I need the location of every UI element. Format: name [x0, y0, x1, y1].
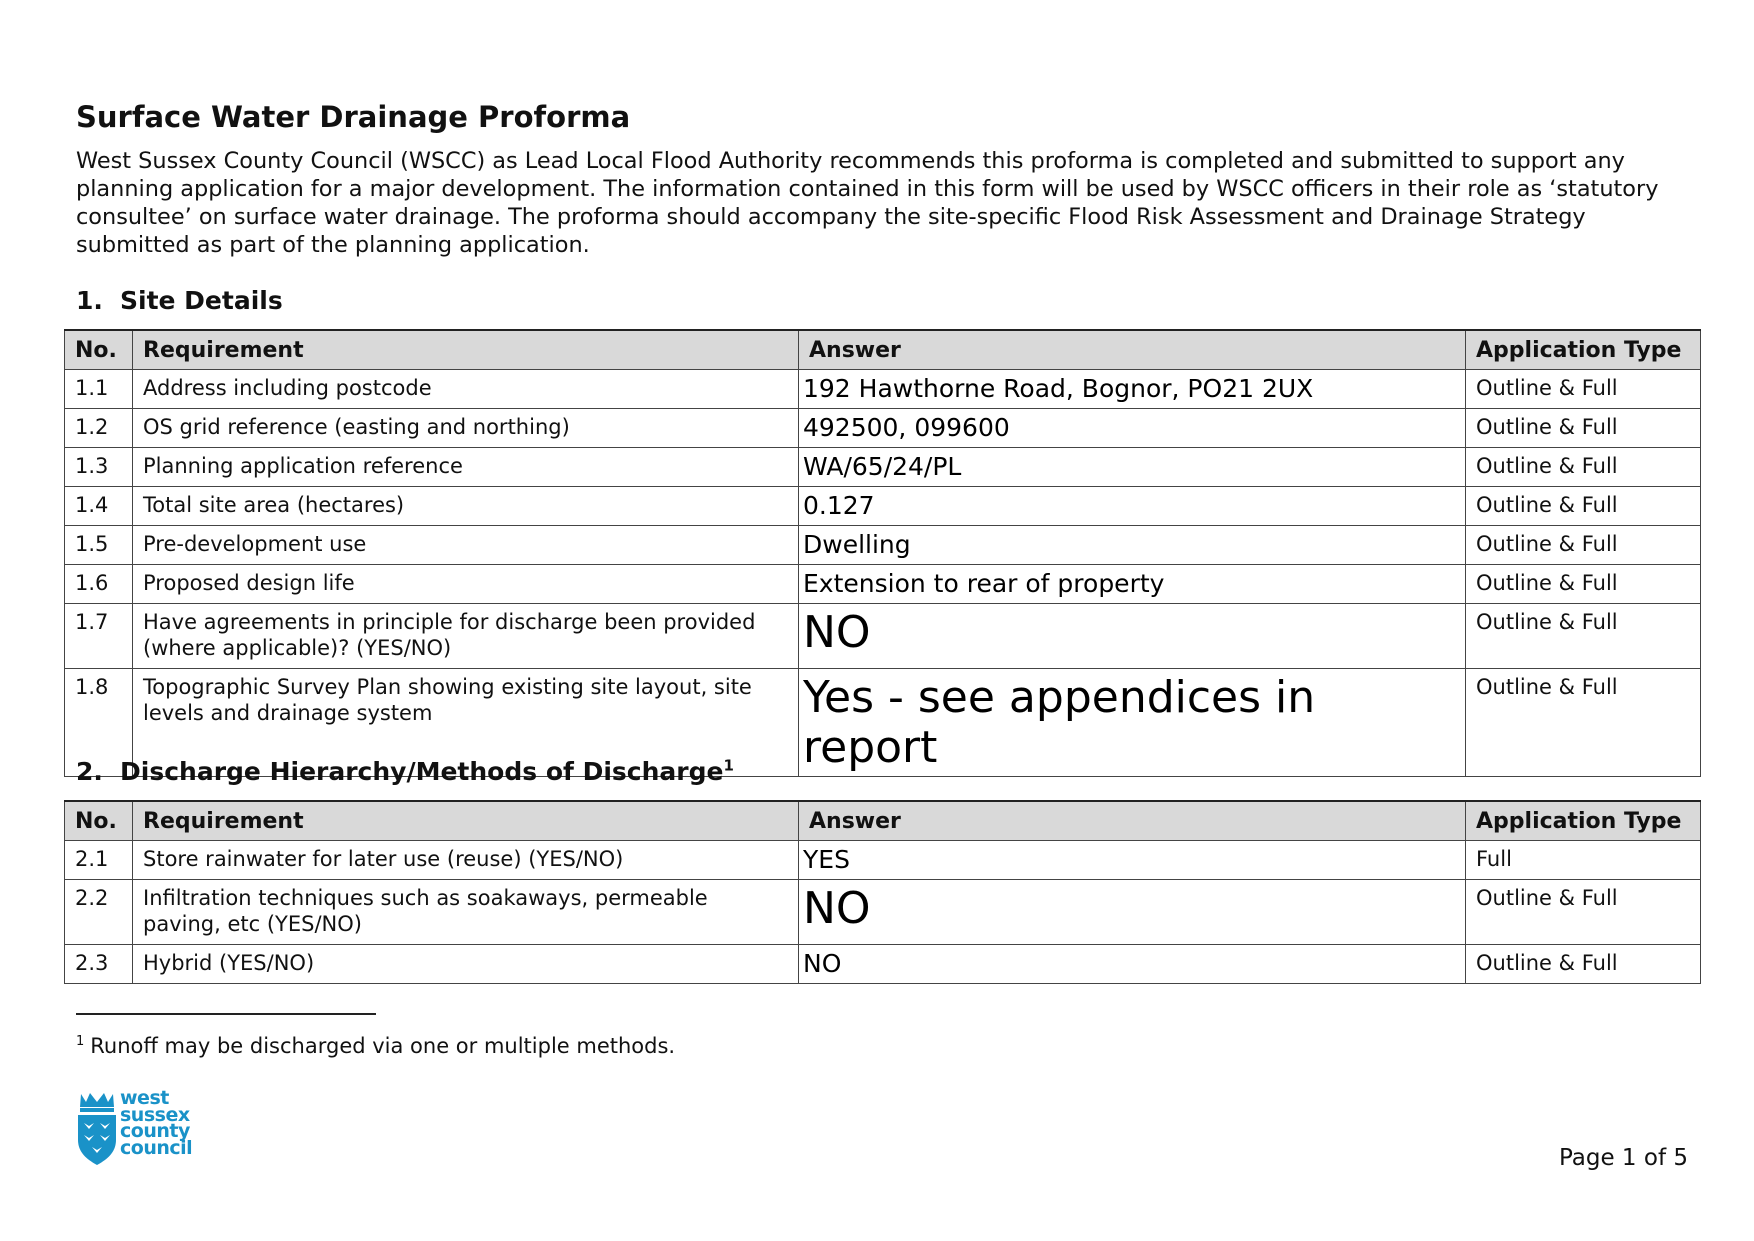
row-number: 2.1 — [65, 841, 133, 880]
row-application-type: Outline & Full — [1466, 604, 1701, 669]
logo-line: sussex — [120, 1103, 190, 1126]
answer-field[interactable]: Extension to rear of property — [799, 565, 1466, 604]
column-header-no: No. — [65, 330, 133, 370]
section-number: 2. — [76, 757, 103, 786]
row-requirement: Total site area (hectares) — [133, 487, 799, 526]
row-requirement: Pre-development use — [133, 526, 799, 565]
logo-line: county — [120, 1120, 190, 1142]
column-header-no: No. — [65, 801, 133, 841]
page-title: Surface Water Drainage Proforma — [76, 100, 631, 134]
column-header-application-type: Application Type — [1466, 330, 1701, 370]
answer-field[interactable]: WA/65/24/PL — [799, 448, 1466, 487]
footnote-reference[interactable]: 1 — [723, 756, 734, 775]
table-row — [65, 526, 1701, 565]
table-row — [65, 841, 1701, 880]
table-row — [65, 604, 1701, 669]
row-application-type: Full — [1466, 841, 1701, 880]
answer-field[interactable]: Dwelling — [799, 526, 1466, 565]
row-requirement: Have agreements in principle for discharge been provided (where applicable)? (YES/NO) — [133, 604, 799, 669]
logo-line: council — [120, 1136, 193, 1159]
table-row — [65, 409, 1701, 448]
section-heading-discharge-hierarchy — [76, 757, 734, 786]
row-application-type: Outline & Full — [1466, 487, 1701, 526]
row-number: 1.1 — [65, 370, 133, 409]
row-application-type: Outline & Full — [1466, 945, 1701, 984]
column-header-requirement: Requirement — [133, 801, 799, 841]
answer-field[interactable]: 192 Hawthorne Road, Bognor, PO21 2UX — [799, 370, 1466, 409]
table-row — [65, 487, 1701, 526]
row-application-type: Outline & Full — [1466, 669, 1701, 777]
row-number: 1.2 — [65, 409, 133, 448]
section-heading-site-details — [76, 286, 283, 315]
answer-field[interactable]: 0.127 — [799, 487, 1466, 526]
logo-wordmark — [120, 1087, 193, 1159]
row-application-type: Outline & Full — [1466, 448, 1701, 487]
row-number: 2.2 — [65, 880, 133, 945]
column-header-answer: Answer — [799, 330, 1466, 370]
section-title: Discharge Hierarchy/Methods of Discharge — [120, 757, 724, 786]
intro-paragraph: West Sussex County Council (WSCC) as Lead Local Flood Authority recommends this proforma is completed and submitted to support any planning application for a major development. The information contained in this form will be used by WSCC officers in their role as ‘statutory consultee’ on surface water drainage. The proforma should accompany the site-specific Flood Risk Assessment and Drainage Strategy submitted as part of the planning application. — [76, 148, 1659, 258]
row-requirement: Address including postcode — [133, 370, 799, 409]
column-header-requirement: Requirement — [133, 330, 799, 370]
column-header-answer: Answer — [799, 801, 1466, 841]
row-application-type: Outline & Full — [1466, 370, 1701, 409]
logo-line: west — [120, 1087, 169, 1109]
row-application-type: Outline & Full — [1466, 409, 1701, 448]
row-requirement: Planning application reference — [133, 448, 799, 487]
page-number: Page 1 of 5 — [1558, 1145, 1688, 1171]
footnote-divider — [76, 1013, 376, 1015]
row-number: 1.7 — [65, 604, 133, 669]
row-application-type: Outline & Full — [1466, 880, 1701, 945]
wscc-logo — [76, 1087, 206, 1166]
answer-field[interactable]: 492500, 099600 — [799, 409, 1466, 448]
footnote — [76, 1034, 675, 1058]
row-requirement: Infiltration techniques such as soakaways, permeable paving, etc (YES/NO) — [133, 880, 799, 945]
answer-field[interactable]: NO — [799, 604, 1466, 669]
row-application-type: Outline & Full — [1466, 526, 1701, 565]
answer-field[interactable]: NO — [799, 880, 1466, 945]
table-row — [65, 565, 1701, 604]
row-requirement: Store rainwater for later use (reuse) (YES/NO) — [133, 841, 799, 880]
row-number: 1.4 — [65, 487, 133, 526]
section-title: Site Details — [120, 286, 283, 315]
section-number: 1. — [76, 286, 103, 315]
table-row — [65, 945, 1701, 984]
answer-field[interactable]: YES — [799, 841, 1466, 880]
row-requirement: Hybrid (YES/NO) — [133, 945, 799, 984]
row-number: 2.3 — [65, 945, 133, 984]
site-details-table — [64, 329, 1701, 777]
answer-field[interactable]: Yes - see appendices in report — [799, 669, 1466, 777]
table-row — [65, 880, 1701, 945]
table-row — [65, 370, 1701, 409]
row-number: 1.6 — [65, 565, 133, 604]
discharge-methods-table — [64, 800, 1701, 984]
footnote-mark: 1 — [76, 1034, 85, 1049]
table-row — [65, 448, 1701, 487]
row-requirement: Topographic Survey Plan showing existing site layout, site levels and drainage system — [133, 669, 799, 777]
row-number: 1.3 — [65, 448, 133, 487]
row-requirement: OS grid reference (easting and northing) — [133, 409, 799, 448]
row-number: 1.5 — [65, 526, 133, 565]
row-requirement: Proposed design life — [133, 565, 799, 604]
row-number: 1.8 — [65, 669, 133, 777]
row-application-type: Outline & Full — [1466, 565, 1701, 604]
table-header-row — [65, 330, 1701, 370]
answer-field[interactable]: NO — [799, 945, 1466, 984]
column-header-application-type: Application Type — [1466, 801, 1701, 841]
footnote-text: Runoff may be discharged via one or multiple methods. — [90, 1034, 676, 1058]
crest-icon — [76, 1090, 118, 1166]
table-header-row — [65, 801, 1701, 841]
